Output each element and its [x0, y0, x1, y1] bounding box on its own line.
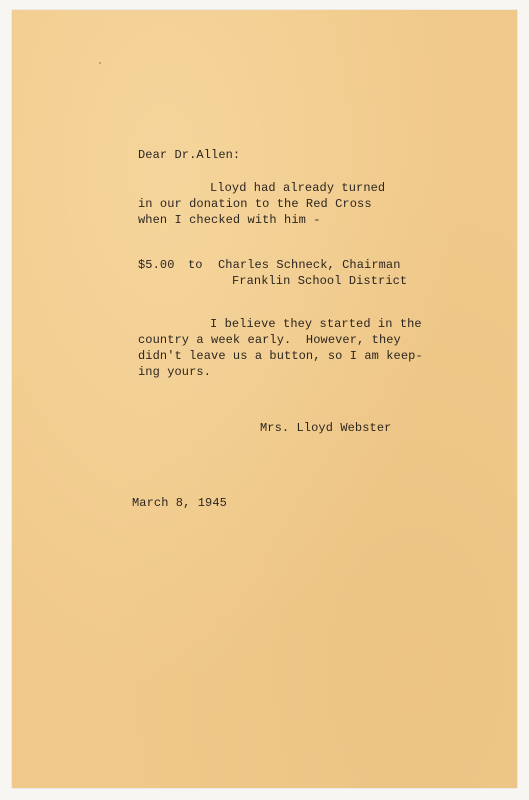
paragraph-2-line-1: I believe they started in the [210, 317, 422, 331]
donation-amount: $5.00 [138, 258, 175, 272]
salutation: Dear Dr.Allen: [138, 148, 241, 162]
letter-date: March 8, 1945 [132, 496, 227, 510]
letter-page [12, 10, 517, 788]
paragraph-1-line-2: in our donation to the Red Cross [138, 197, 372, 211]
paper-speck [99, 62, 101, 64]
donation-recipient-line-2: Franklin School District [232, 274, 408, 288]
donation-to: to [188, 258, 203, 272]
signature: Mrs. Lloyd Webster [260, 421, 392, 435]
donation-recipient-line-1: Charles Schneck, Chairman [218, 258, 401, 272]
paragraph-2-line-3: didn't leave us a button, so I am keep- [138, 349, 423, 363]
paragraph-1-line-3: when I checked with him - [138, 213, 321, 227]
paragraph-2-line-2: country a week early. However, they [138, 333, 401, 347]
paragraph-1-line-1: Lloyd had already turned [210, 181, 386, 195]
paragraph-2-line-4: ing yours. [138, 365, 212, 379]
